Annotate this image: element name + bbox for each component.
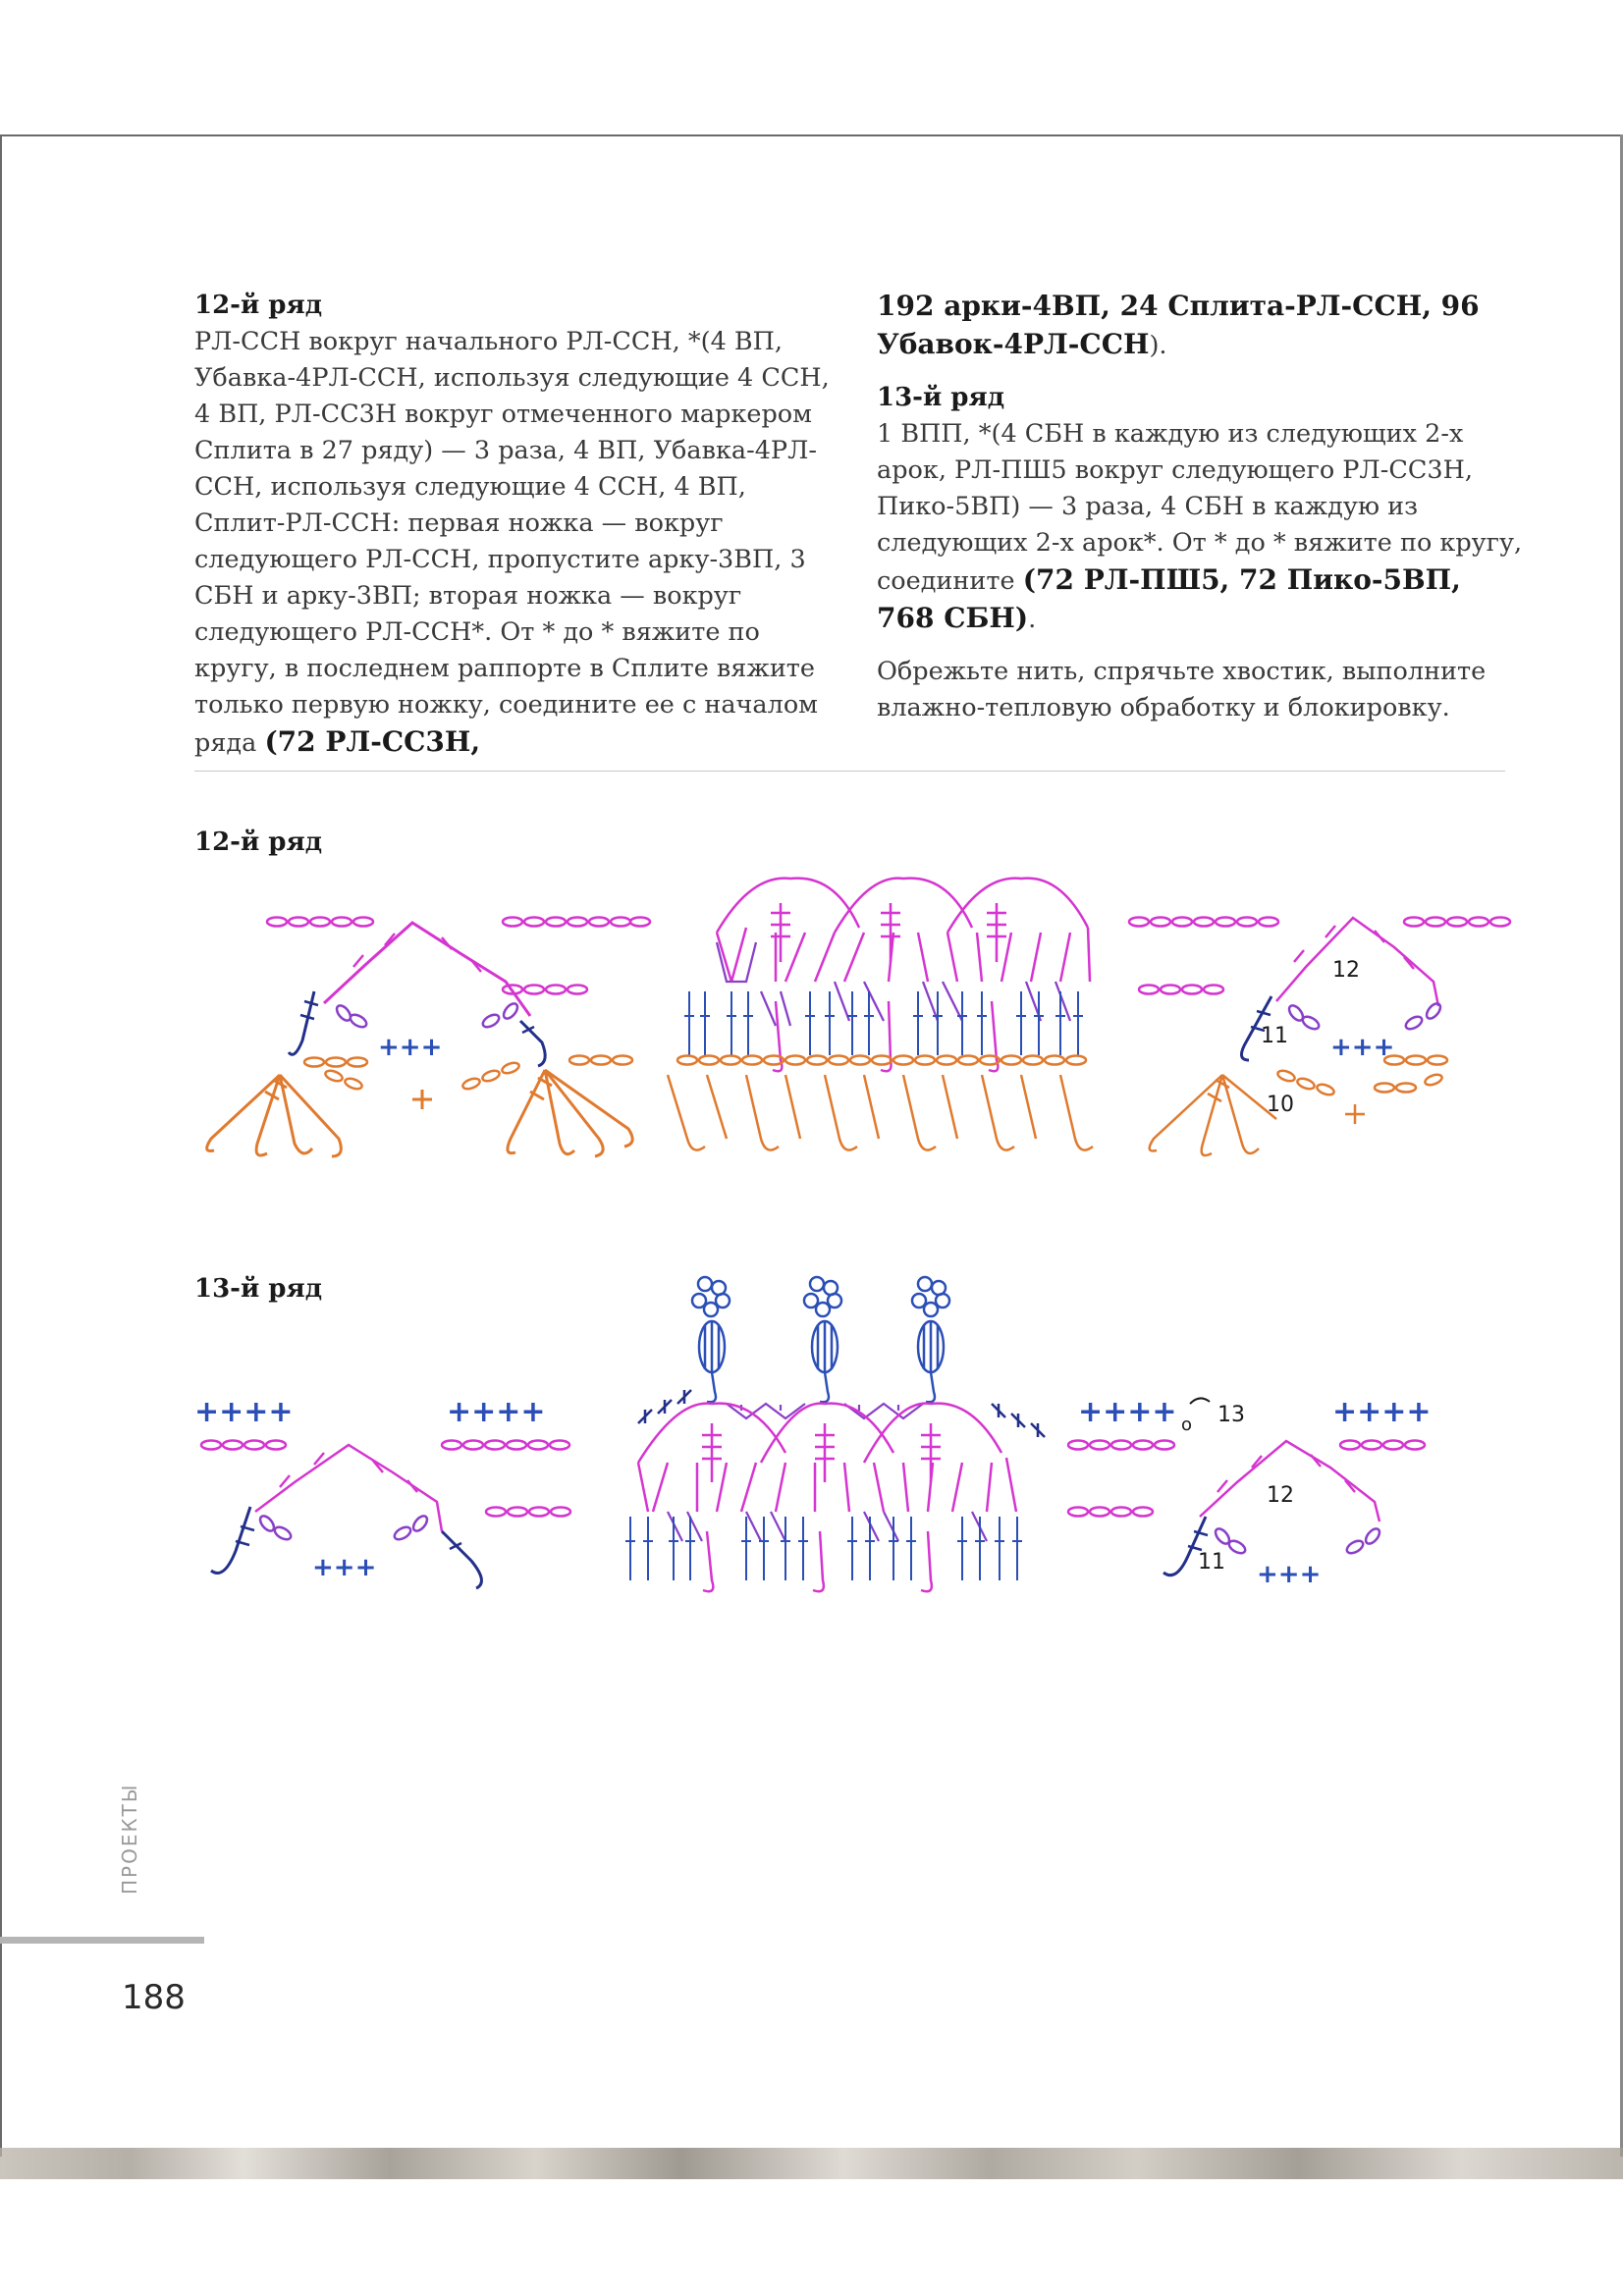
sc-group: +++: [378, 1033, 443, 1062]
diagram-row-12-label: 12-й ряд: [194, 828, 323, 857]
chain-stitches: [267, 918, 650, 994]
row-12-count-cont: 192 арки-4ВП, 24 Сплита-РЛ-ССН, 96 Убавок-4РЛ-ССН: [877, 290, 1480, 360]
picot-stitches: [692, 1277, 949, 1402]
chart-row-12-center-fragment: [668, 879, 1093, 1150]
shell-fan-right: [508, 1070, 632, 1156]
section-marker-bar: [0, 1937, 204, 1944]
sc-group: ++++: [1078, 1395, 1177, 1429]
row-number-11: 11: [1261, 1024, 1288, 1048]
turning-chain-mark: o: [1181, 1415, 1193, 1435]
row-13-count-end: .: [1028, 605, 1037, 634]
chart-row-13-left-fragment: [194, 1395, 570, 1588]
chart-row-13-center-fragment: [625, 1277, 1045, 1591]
next-page-edge: [0, 2148, 1623, 2179]
row-13-text: 1 ВПП, *(4 СБН в каждую из следующих 2-х арок, РЛ-ПШ5 вокруг следующего РЛ-СС3Н, Пико-5ВП) — 3 раза, 4 СБН в каждую из следующих 2-х арок*. От * до * вяжите по кругу, соедините: [877, 419, 1523, 596]
row-12-count-end: ).: [1149, 331, 1167, 360]
row-12-text: РЛ-ССН вокруг начального РЛ-ССН, *(4 ВП, Убавка-4РЛ-ССН, используя следующие 4 ССН, 4 ВП, РЛ-СС3Н вокруг отмеченного маркером Сплита в 27 ряду) — 3 раза, 4 ВП, Убавка-4РЛ-ССН, используя следующие 4 ССН, 4 ВП, Сплит-РЛ-ССН: первая ножка — вокруг следующего РЛ-ССН, пропустите арку-3ВП, 3 СБН и арку-3ВП; вторая ножка — вокруг следующего РЛ-ССН*. От * до * вяжите по кругу, в последнем раппорте в Сплите вяжите только первую ножку, соедините ее с началом ряда: [194, 327, 830, 758]
chain-stitches-row-10: [304, 1056, 632, 1092]
dc-stitches: [684, 991, 1083, 1055]
row-number-12: 12: [1267, 1483, 1294, 1508]
chart-row-12-left-fragment: [207, 918, 650, 1157]
row-number-13: 13: [1217, 1403, 1245, 1427]
chart-row-13: [194, 1277, 1432, 1591]
row-12-count: (72 РЛ-СС3Н,: [264, 725, 481, 758]
row-number-10: 10: [1267, 1093, 1294, 1117]
row-13-heading: 13-й ряд: [877, 383, 1005, 412]
diagram-row-13-label: 13-й ряд: [194, 1274, 323, 1304]
shell-fan-left: [207, 1075, 342, 1156]
sc-group: ++++: [194, 1395, 294, 1429]
sc-group: +++: [312, 1553, 377, 1582]
sc-stitches: [638, 1390, 1045, 1437]
chart-row-12-right-fragment: [1129, 918, 1510, 1156]
chart-row-12: [207, 879, 1510, 1156]
sc-group: ++++: [1332, 1395, 1432, 1429]
sc-group: +++: [1257, 1560, 1322, 1589]
finishing-instructions: Обрежьте нить, спрячьте хвостик, выполните влажно-тепловую обработку и блокировку.: [877, 657, 1487, 722]
chart-row-13-right-fragment: [1068, 1395, 1432, 1589]
row-number-12: 12: [1332, 958, 1360, 983]
row-number-11: 11: [1198, 1550, 1225, 1575]
sc-group: +++: [1330, 1033, 1395, 1062]
sc-group: ++++: [447, 1395, 546, 1429]
row-12-heading: 12-й ряд: [194, 291, 323, 320]
page-number: 188: [122, 1978, 186, 2017]
dc-stitches: [625, 1517, 1022, 1580]
row-13-count: (72 РЛ-ПШ5, 72 Пико-5ВП, 768 СБН): [877, 563, 1461, 634]
section-label: ПРОЕКТЫ: [118, 1783, 141, 1895]
